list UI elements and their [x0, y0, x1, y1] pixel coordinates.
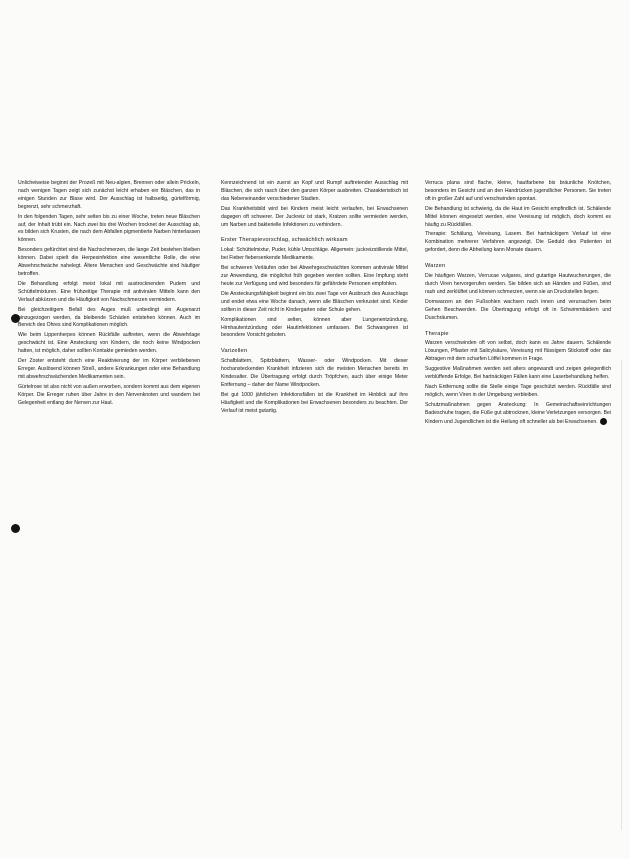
paragraph: Verruca plana sind flache, kleine, hautfarbene bis bräunliche Knötchen, besonders im Gesicht und an den Handrücken jugendlicher Personen. Sie treten oft in großer Zahl auf und verschwinden spontan.: [425, 180, 611, 202]
paragraph-text: Schutzmaßnahmen gegen Ansteckung: In Gemeinschaftseinrichtungen Badeschuhe tragen, die Füße gut abtrocknen, kleine Verletzungen versorgen. Bei Kindern und Jugendlichen ist die Heilung oft schneller als bei Erwachsenen.: [425, 401, 611, 425]
section-heading: Therapie: [425, 330, 449, 337]
paragraph: Kennzeichnend ist ein zuerst an Kopf und Rumpf auftretender Ausschlag mit Bläschen, die sich rasch über den ganzen Körper ausbreiten. Charakteristisch ist das Nebeneinander verschiedener Stadien.: [221, 180, 408, 202]
paragraph: Schafblattern, Spitzblattern, Wasser- oder Windpocken. Mit dieser hochansteckenden Krankheit infizieren sich die meisten Menschen bereits im Kindesalter. Die Übertragung erfolgt durch Tröpfchen, auch über einige Meter Entfernung – daher der Name Windpocken.: [221, 358, 408, 388]
paragraph: Nach Entfernung sollte die Stelle einige Tage geschützt werden. Rückfälle sind möglich, wenn Viren in der Umgebung verbleiben.: [425, 383, 611, 398]
end-of-article-icon: [600, 418, 607, 425]
section-heading: Varizellen: [221, 348, 248, 355]
paragraph: Die Ansteckungsfähigkeit beginnt ein bis zwei Tage vor Ausbruch des Ausschlags und endet etwa eine Woche danach, wenn alle Bläschen verkrustet sind. Kinder sollten in dieser Zeit nicht in Kindergarten oder Schule gehen.: [221, 290, 408, 313]
paragraph: Komplikationen sind selten, können aber Lungenentzündung, Hirnhautentzündung oder Hautinfektionen umfassen. Bei Schwangeren ist besondere Vorsicht geboten.: [221, 316, 408, 339]
paragraph: In den folgenden Tagen, sehr selten bis zu einer Woche, treten neue Bläschen auf, der Inhalt trübt ein. Nach zwei bis drei Wochen trocknet der Ausschlag ab, es bilden sich Krusten, die nach dem Abfallen pigmentierte Narben hinterlassen können.: [18, 213, 200, 244]
paragraph: Die Behandlung erfolgt meist lokal mit austrocknenden Pudern und Schüttelmixturen. Eine frühzeitige Therapie mit antiviralen Mitteln kann den Verlauf abkürzen und die Häufigkeit von Nachschmerzen vermindern.: [18, 280, 200, 303]
paragraph: Bei schweren Verläufen oder bei Abwehrgeschwächten kommen antivirale Mittel zur Anwendung, die möglichst früh gegeben werden sollten. Eine Impfung steht heute zur Verfügung und wird besonders für gefährdete Personen empfohlen.: [221, 265, 408, 287]
paragraph: Wie beim Lippenherpes können Rückfälle auftreten, wenn die Abwehrlage geschwächt ist. Eine Ansteckung von Kindern, die noch keine Windpocken hatten, ist möglich, daher sollten Kontakte gemieden werden.: [18, 332, 200, 355]
paragraph: Bei gleichzeitigem Befall des Auges muß unbedingt ein Augenarzt hinzugezogen werden, da bleibende Schäden entstehen können. Auch im Bereich des Ohres sind Komplikationen möglich.: [18, 306, 200, 329]
text-column-middle: [221, 180, 408, 848]
paragraph: Warzen verschwinden oft von selbst, doch kann es Jahre dauern. Schälende Lösungen, Pflaster mit Salicylsäure, Vereisung mit flüssigem Stickstoff oder das Abtragen mit dem scharfen Löffel kommen in Frage.: [425, 340, 611, 363]
text-column-left: [18, 180, 200, 848]
section-heading: Warzen: [425, 263, 446, 270]
paragraph: Unlicheiweise beginnt der Prozeß mit Neu-algien, Brennen oder allein Prickeln, nach wenigen Tagen zeigt sich zunächst leicht erhaben ein Bläschen, das in einigen Stunden zur Blase wird. Der Ausschlag ist halbseitig, gürtelförmig, begrenzt, sehr schmerzhaft.: [18, 180, 200, 210]
paragraph: Therapie: Schälung, Vereisung, Lasern. Bei hartnäckigem Verlauf ist eine Kombination mehrerer Verfahren angezeigt. Die Geduld des Patienten ist gefordert, denn die Abheilung kann Monate dauern.: [425, 231, 611, 254]
page-edge-line: [621, 360, 622, 830]
paragraph: [425, 402, 611, 427]
paragraph: Besonders gefürchtet sind die Nachschmerzen, die lange Zeit bestehen bleiben können. Dabei spielt die Herpesinfektion eine wesentliche Rolle, die eine Abwehrschwäche nahelegt. Ältere Menschen und Geschwächte sind häufiger betroffen.: [18, 247, 200, 277]
text-column-right: [425, 180, 611, 848]
paragraph: Das Krankheitsbild wird bei Kindern meist leicht verlaufen, bei Erwachsenen dagegen oft schwerer. Der Juckreiz ist stark, Kratzen sollte vermieden werden, um Narben und bakterielle Infektionen zu verhindern.: [221, 205, 408, 228]
paragraph: Bei gut 1000 jährlichen Infektionsfällen ist die Krankheit im Hinblick auf ihre Häufigkeit und die Komplikationen bei Erwachsenen besonders zu beachten. Der Verlauf ist meist gutartig.: [221, 391, 408, 414]
paragraph: Der Zoster entsteht durch eine Reaktivierung der im Körper verbliebenen Erreger. Auslösend können Streß, andere Erkrankungen oder eine Behandlung mit abwehrschwächenden Medikamenten sein.: [18, 358, 200, 380]
paragraph: Die häufigen Warzen, Verrucae vulgares, sind gutartige Hautwucherungen, die durch Viren hervorgerufen werden. Sie bilden sich an Händen und Füßen, sind rauh und zerklüftet und können schmerzen, wenn sie an Druckstellen liegen.: [425, 273, 611, 295]
paragraph: Dornwarzen an den Fußsohlen wachsen nach innen und verursachen beim Gehen Beschwerden. Die Übertragung erfolgt oft in Schwimmbädern und Duschräumen.: [425, 298, 611, 321]
paragraph: Lokal: Schüttelmixtur, Puder, kühle Umschläge. Allgemein: juckreizstillende Mittel, bei Fieber fiebersenkende Medikamente.: [221, 247, 408, 262]
paragraph: Gürtelrose ist also nicht von außen erworben, sondern kommt aus dem eigenen Körper. Die Erreger ruhen über Jahre in den Nervenknoten und wandern bei Gelegenheit entlang der Nerven zur Haut.: [18, 383, 200, 406]
paragraph: Die Behandlung ist schwierig, da die Haut im Gesicht empfindlich ist. Schälende Mittel können eingesetzt werden, eine Vereisung ist möglich, doch kommt es häufig zu Rückfällen.: [425, 205, 611, 228]
paragraph: Suggestive Maßnahmen werden seit alters angewandt und zeigen gelegentlich verblüffende Erfolge. Bei hartnäckigen Fällen kann eine Laserbehandlung helfen.: [425, 366, 611, 381]
section-heading: Erster Therapievorschlag, schwächlich wirksam: [221, 237, 348, 244]
